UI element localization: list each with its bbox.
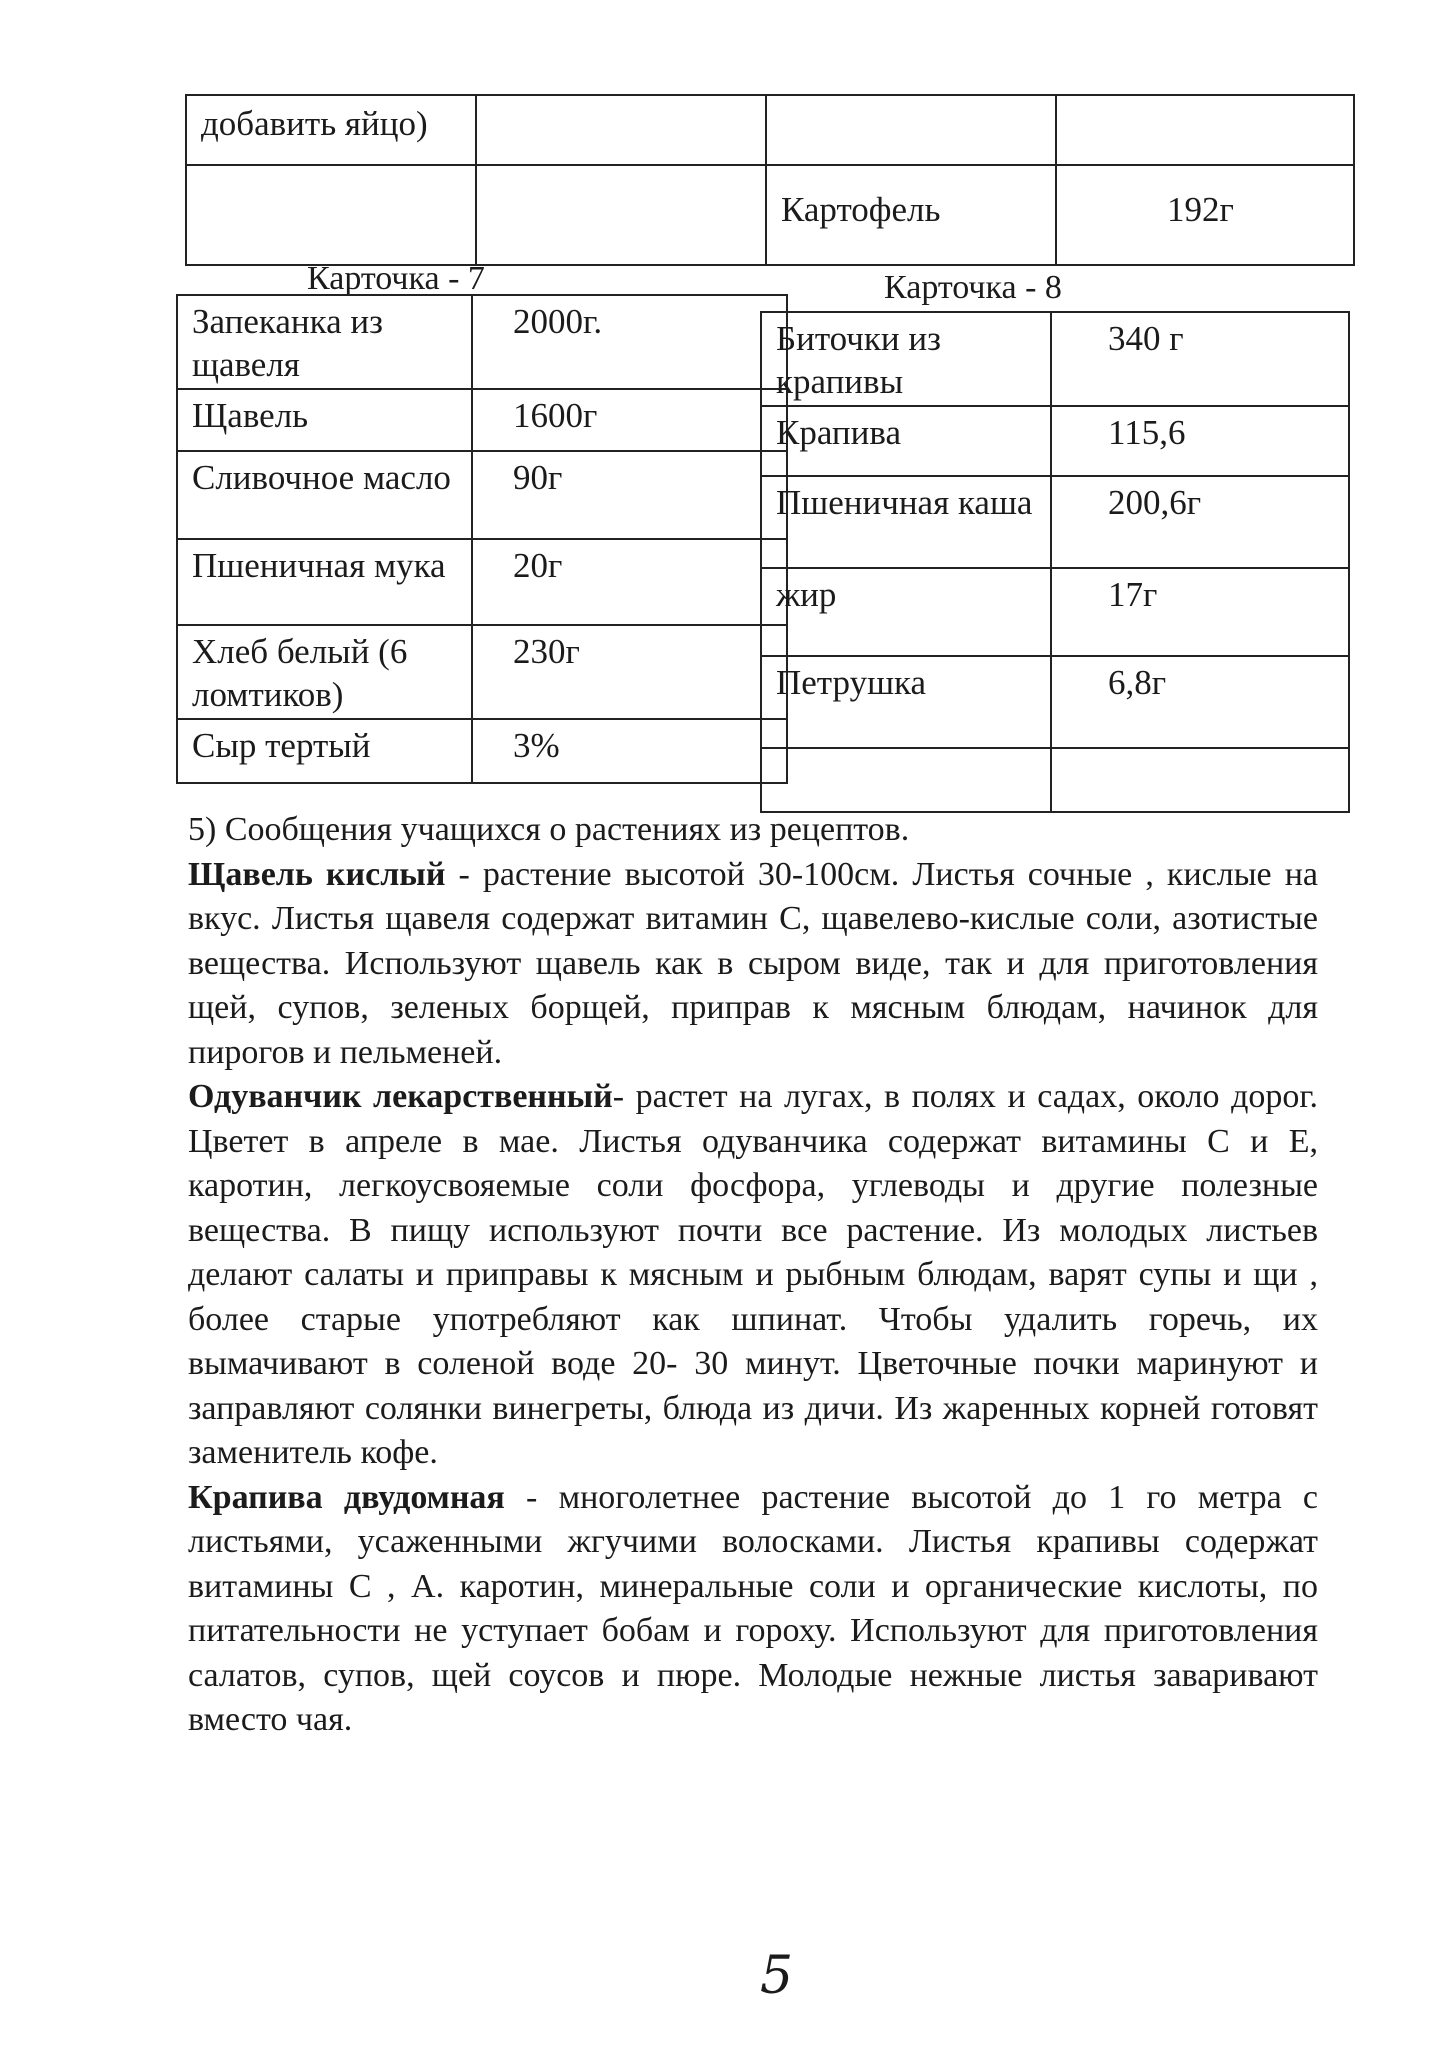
ingredient-name: Сливочное масло — [177, 451, 472, 539]
table-cell: добавить яйцо) — [186, 95, 476, 165]
card8-table — [760, 311, 1350, 813]
table-cell — [476, 165, 766, 265]
table-cell — [186, 165, 476, 265]
ingredient-name: Запеканка из щавеля — [177, 295, 472, 389]
ingredient-name: Петрушка — [761, 656, 1051, 748]
table-row — [761, 406, 1349, 476]
table-row — [177, 451, 787, 539]
table-row — [177, 625, 787, 719]
ingredient-name: жир — [761, 568, 1051, 656]
table-cell — [476, 95, 766, 165]
paragraph-sorrel — [188, 853, 1318, 1076]
ingredient-value: 200,6г — [1051, 476, 1349, 568]
table-row — [761, 568, 1349, 656]
body-text — [188, 808, 1318, 1743]
table-cell: 192г — [1056, 165, 1354, 265]
ingredient-value: 340 г — [1051, 312, 1349, 406]
table-row — [177, 389, 787, 451]
term-nettle: Крапива двудомная — [188, 1478, 505, 1516]
paragraph-nettle — [188, 1476, 1318, 1743]
paragraph-text: - растение высотой 30-100см. Листья сочные , кислые на вкус. Листья щавеля содержат витамин С, щавелево-кислые соли, азотистые вещества. Используют щавель как в сыром виде, так и для приготовления щей, супов, зеленых борщей, приправ к мясным блюдам, начинок для пирогов и пельменей. — [188, 855, 1318, 1071]
table-row — [177, 295, 787, 389]
card7-title: Карточка - 7 — [307, 260, 485, 297]
table-row — [177, 719, 787, 783]
ingredient-name: Хлеб белый (6 ломтиков) — [177, 625, 472, 719]
ingredient-value: 3% — [472, 719, 787, 783]
ingredient-name: Крапива — [761, 406, 1051, 476]
card8-title: Карточка - 8 — [884, 269, 1062, 306]
paragraph-dandelion — [188, 1075, 1318, 1476]
table-row — [186, 95, 1354, 165]
ingredient-name: Биточки из крапивы — [761, 312, 1051, 406]
ingredient-name: Сыр тертый — [177, 719, 472, 783]
page-number: 5 — [760, 1946, 794, 2006]
ingredient-value: 90г — [472, 451, 787, 539]
ingredient-value: 17г — [1051, 568, 1349, 656]
table-row — [761, 312, 1349, 406]
paragraph-text: - растет на лугах, в полях и садах, около дорог. Цветет в апреле в мае. Листья одуванчика содержат витамины С и Е, каротин, легкоусвояемые соли фосфора, углеводы и другие полезные вещества. В пищу используют почти все растение. Из молодых листьев делают салаты и приправы к мясным и рыбным блюдам, варят супы и щи , более старые употребляют как шпинат. Чтобы удалить горечь, их вымачивают в соленой воде 20- 30 минут. Цветочные почки маринуют и заправляют солянки винегреты, блюда из дичи. Из жаренных корней готовят заменитель кофе. — [188, 1078, 1318, 1471]
ingredient-value: 230г — [472, 625, 787, 719]
table-row — [186, 165, 1354, 265]
ingredient-value: 20г — [472, 539, 787, 625]
section-intro: 5) Сообщения учащихся о растениях из рецептов. — [188, 811, 910, 848]
ingredient-name: Пшеничная каша — [761, 476, 1051, 568]
card7-table — [176, 294, 788, 784]
table-row — [761, 476, 1349, 568]
table-cell: Картофель — [766, 165, 1056, 265]
paragraph-text: - многолетнее растение высотой до 1 го метра с листьями, усаженными жгучими волосками. Листья крапивы содержат витамины С , А. каротин, минеральные соли и органические кислоты, по питательности не уступает бобам и гороху. Используют для приготовления салатов, супов, щей соусов и пюре. Молодые нежные листья заваривают вместо чая. — [188, 1478, 1318, 1738]
ingredient-value: 2000г. — [472, 295, 787, 389]
table-cell — [1056, 95, 1354, 165]
term-dandelion: Одуванчик лекарственный — [188, 1078, 613, 1115]
table-row — [761, 656, 1349, 748]
ingredient-value — [1051, 748, 1349, 812]
table-cell — [766, 95, 1056, 165]
table-row — [761, 748, 1349, 812]
term-sorrel: Щавель кислый — [188, 855, 446, 893]
ingredient-name: Пшеничная мука — [177, 539, 472, 625]
ingredient-name: Щавель — [177, 389, 472, 451]
table-row — [177, 539, 787, 625]
ingredient-name — [761, 748, 1051, 812]
ingredient-value: 6,8г — [1051, 656, 1349, 748]
top-table — [185, 94, 1355, 266]
ingredient-value: 1600г — [472, 389, 787, 451]
ingredient-value: 115,6 — [1051, 406, 1349, 476]
